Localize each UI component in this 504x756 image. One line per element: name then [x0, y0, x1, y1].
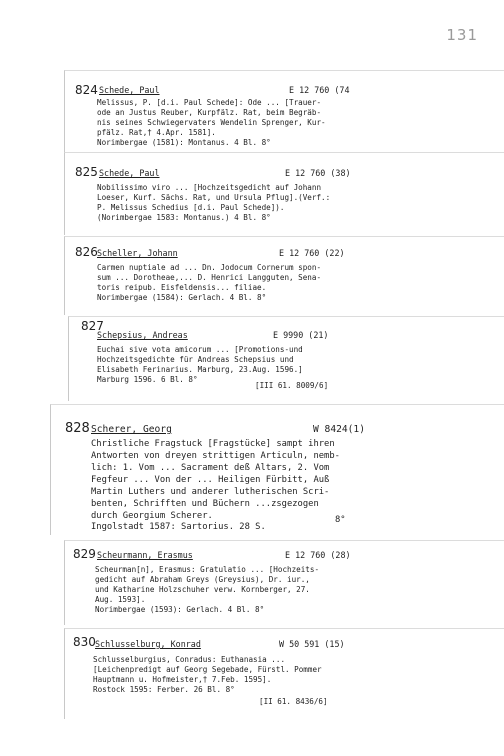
entry-heading: Scheurmann, Erasmus	[97, 550, 193, 560]
catalog-card	[64, 540, 504, 625]
catalog-card	[64, 152, 504, 235]
entry-number: 828	[65, 421, 90, 436]
body-line: (Norimbergae 1583: Montanus.) 4 Bl. 8°	[97, 213, 271, 222]
catalog-card	[68, 316, 504, 401]
entry-number: 824	[75, 83, 98, 97]
body-line: und Katharine Holzschuher verw. Kornberger, 27.	[95, 585, 310, 594]
body-line: Marburg 1596. 6 Bl. 8°	[97, 375, 198, 384]
body-line: Christliche Fragstuck [Fragstücke] sampt ihren	[91, 439, 335, 449]
entry-number: 827	[81, 319, 104, 333]
body-line: durch Georgium Scherer.	[91, 511, 213, 521]
catalog-card	[64, 236, 504, 315]
body-line: Elisabeth Ferinarius. Marburg, 23.Aug. 1596.]	[97, 365, 303, 374]
entry-heading: Scherer, Georg	[91, 424, 172, 435]
body-line: Norimbergae (1584): Gerlach. 4 Bl. 8°	[97, 293, 267, 302]
shelfmark: E 12 760 (28)	[285, 550, 351, 560]
entry-number: 829	[73, 547, 96, 561]
entry-heading: Scheller, Johann	[97, 248, 178, 258]
body-line: Carmen nuptiale ad ... Dn. Jodocum Cornerum spon-	[97, 263, 322, 272]
page-number: 131	[446, 26, 478, 44]
catalog-card	[64, 70, 504, 153]
body-line: Scheurman[n], Erasmus: Gratulatio ... [Hochzeits-	[95, 565, 320, 574]
body-line: benten, Schrifften und Büchern ...zsgezogen	[91, 499, 319, 509]
body-line: pfälz. Rat,† 4.Apr. 1581].	[97, 128, 216, 137]
format-label: 8°	[335, 515, 346, 525]
catalog-card	[50, 404, 504, 535]
call-number: [II 61. 8436/6]	[259, 697, 328, 706]
entry-number: 826	[75, 245, 98, 259]
call-number: [III 61. 8009/6]	[255, 381, 329, 390]
entry-heading: Schede, Paul	[99, 168, 160, 178]
shelfmark: E 12 760 (74	[289, 85, 350, 95]
shelfmark: E 9990 (21)	[273, 330, 329, 340]
body-line: lich: 1. Vom ... Sacrament deß Altars, 2. Vom	[91, 463, 330, 473]
body-line: Rostock 1595: Ferber. 26 Bl. 8°	[93, 685, 235, 694]
body-line: Aug. 1593].	[95, 595, 146, 604]
body-line: toris reipub. Eisfeldensis... filiae.	[97, 283, 267, 292]
entry-number: 825	[75, 165, 98, 179]
shelfmark: W 8424(1)	[313, 424, 365, 435]
catalog-card	[64, 628, 504, 719]
body-line: Martin Luthers und anderer lutherischen Scri-	[91, 487, 330, 497]
body-line: Hauptmann u. Hofmeister,† 7.Feb. 1595].	[93, 675, 272, 684]
entry-heading: Schlusselburg, Konrad	[95, 639, 201, 649]
body-line: nis seines Schwiegervaters Wendelin Sprenger, Kur-	[97, 118, 326, 127]
shelfmark: W 50 591 (15)	[279, 639, 345, 649]
body-line: Norimbergae (1593): Gerlach. 4 Bl. 8°	[95, 605, 265, 614]
body-line: Norimbergae (1581): Montanus. 4 Bl. 8°	[97, 138, 271, 147]
shelfmark: E 12 760 (38)	[285, 168, 351, 178]
body-line: Hochzeitsgedichte für Andreas Schepsius und	[97, 355, 294, 364]
body-line: ode an Justus Reuber, Kurpfälz. Rat, beim Begräb-	[97, 108, 322, 117]
body-line: Melissus, P. [d.i. Paul Schede]: Ode ... [Trauer-	[97, 98, 322, 107]
body-line: Euchai sive vota amicorum ... [Promotions-und	[97, 345, 303, 354]
body-line: P. Melissus Schedius [d.i. Paul Schede]).	[97, 203, 285, 212]
body-line: Loeser, Kurf. Sächs. Rat, und Ursula Pflug].(Verf.:	[97, 193, 331, 202]
entry-heading: Schepsius, Andreas	[97, 330, 188, 340]
body-line: Fegfeur ... Von der ... Heiligen Fürbitt, Auß	[91, 475, 330, 485]
body-line: Schlusselburgius, Conradus: Euthanasia ...	[93, 655, 286, 664]
body-line: [Leichenpredigt auf Georg Segebade, Fürstl. Pommer	[93, 665, 322, 674]
body-line: sum ... Dorotheae,... D. Henrici Langguten, Sena-	[97, 273, 322, 282]
entry-heading: Schede, Paul	[99, 85, 160, 95]
shelfmark: E 12 760 (22)	[279, 248, 345, 258]
body-line: gedicht auf Abraham Greys (Greysius), Dr. iur.,	[95, 575, 310, 584]
body-line: Ingolstadt 1587: Sartorius. 28 S.	[91, 522, 266, 532]
entry-number: 830	[73, 635, 96, 649]
body-line: Antworten von dreyen strittigen Articuln, nemb-	[91, 451, 340, 461]
body-line: Nobilissimo viro ... [Hochzeitsgedicht auf Johann	[97, 183, 322, 192]
